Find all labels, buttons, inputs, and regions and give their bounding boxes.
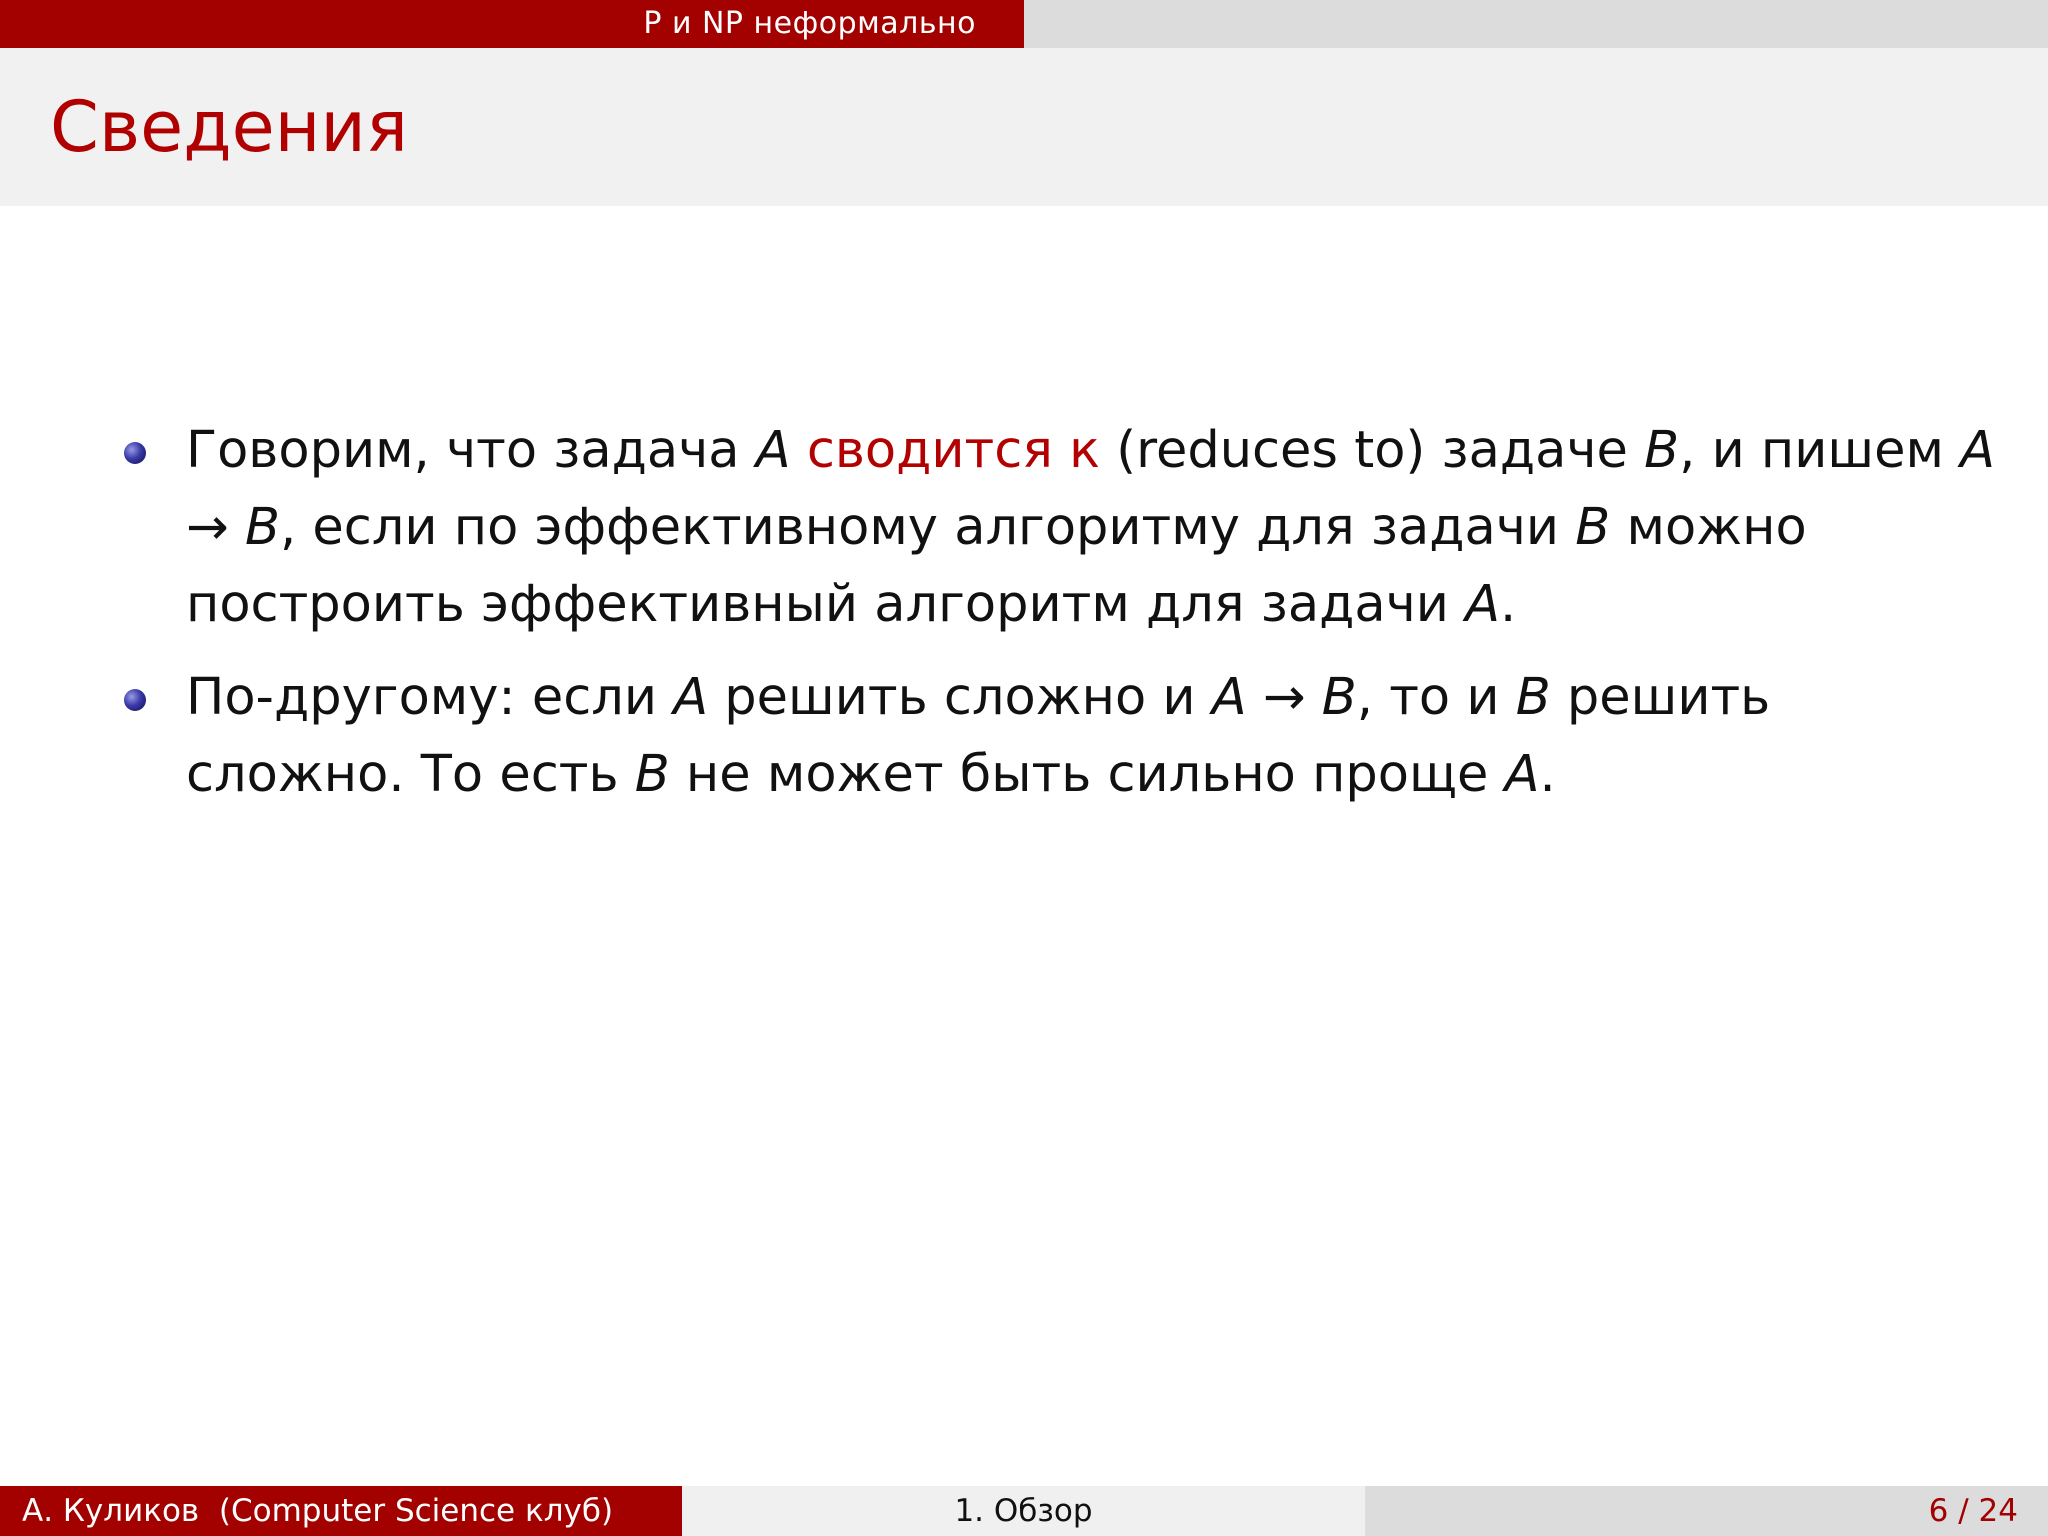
footer-page-number: 6 / 24 bbox=[1365, 1486, 2048, 1536]
math-variable: A bbox=[755, 421, 791, 480]
math-variable: A bbox=[1504, 745, 1540, 804]
text-segment: Говорим, что задача bbox=[186, 421, 756, 480]
footer-section[interactable]: 1. Обзор bbox=[682, 1486, 1365, 1536]
text-segment bbox=[791, 421, 807, 480]
frame-title: Сведения bbox=[50, 86, 409, 168]
highlighted-term: сводится к bbox=[806, 421, 1100, 480]
text-segment: решить сложно. То есть bbox=[186, 668, 1771, 804]
math-variable: B bbox=[1575, 498, 1611, 557]
text-segment: . bbox=[1500, 575, 1517, 634]
text-segment: , и пишем bbox=[1679, 421, 1961, 480]
text-segment: можно построить эффективный алгоритм для задачи bbox=[186, 498, 1807, 634]
title-band bbox=[0, 48, 2048, 206]
section-tab[interactable]: P и NP неформально bbox=[0, 0, 1024, 48]
slide-content bbox=[120, 412, 2000, 829]
headline-bar bbox=[0, 0, 2048, 48]
math-variable: B bbox=[1644, 421, 1680, 480]
text-segment: (reduces to) задаче bbox=[1099, 421, 1645, 480]
text-segment: , то и bbox=[1356, 668, 1516, 727]
math-variable: A bbox=[1465, 575, 1501, 634]
text-segment: , если по эффективному алгоритму для задачи bbox=[279, 498, 1576, 557]
text-segment: По-другому: если bbox=[186, 668, 674, 727]
footer-author: А. Куликов (Computer Science клуб) bbox=[0, 1486, 682, 1536]
bullet-ball-icon bbox=[124, 689, 146, 711]
text-segment: решить сложно и bbox=[708, 668, 1212, 727]
text-segment: не может быть сильно проще bbox=[669, 745, 1505, 804]
bullet-item bbox=[120, 659, 2000, 813]
bullet-item bbox=[120, 412, 2000, 643]
bullet-ball-icon bbox=[124, 442, 146, 464]
bullet-list bbox=[120, 412, 2000, 813]
math-expression: A → B bbox=[1211, 668, 1357, 727]
math-variable: A bbox=[673, 668, 709, 727]
text-segment: . bbox=[1539, 745, 1556, 804]
math-expression: A → B bbox=[186, 421, 1996, 557]
math-variable: B bbox=[634, 745, 670, 804]
math-variable: B bbox=[1515, 668, 1551, 727]
footline bbox=[0, 1486, 2048, 1536]
